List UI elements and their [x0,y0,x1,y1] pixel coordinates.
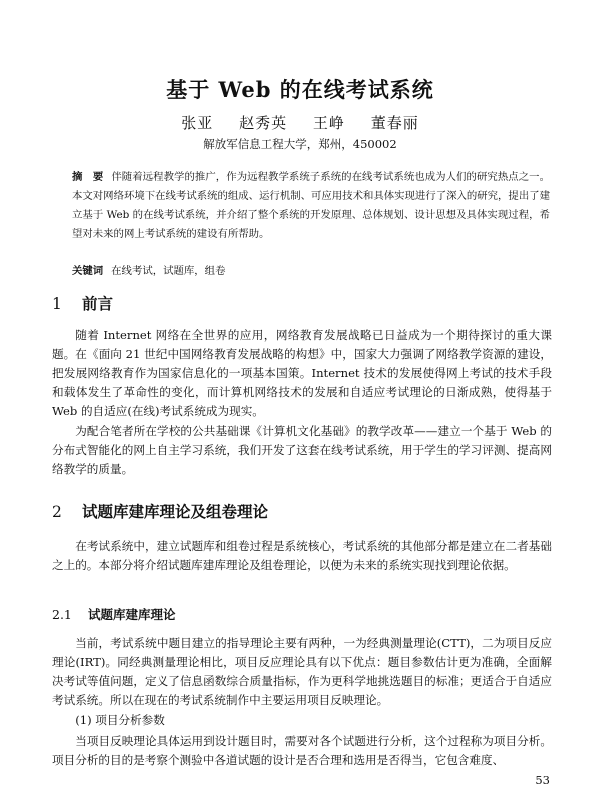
section-number: 1 [52,295,62,313]
page-number: 53 [535,773,550,787]
keywords [72,262,550,277]
paragraph: 为配合笔者所在学校的公共基础课《计算机文化基础》的教学改革——建立一个基于 Web 的分布式智能化的网上自主学习系统，我们开发了这套在线考试系统，用于学生的学习评测、提高网络教学的质量。 [52,424,552,476]
section-heading [52,500,268,522]
subsection-title: 试题库建库理论 [88,607,176,622]
section-title: 试题库建库理论及组卷理论 [82,502,269,521]
abstract-label: 摘 要 [72,171,104,183]
subsection-heading [52,605,176,623]
author-name: 董春丽 [370,114,419,132]
keywords-label: 关键词 [72,265,104,277]
section-number: 2 [52,503,62,521]
author-list [0,112,600,133]
affiliation: 解放军信息工程大学，郑州，450002 [203,137,397,151]
subsection-number: 2.1 [52,607,72,622]
paragraph: 当项目反映理论具体运用到设计题目时，需要对各个试题进行分析，这个过程称为项目分析。项目分析的目的是考察个测验中各道试题的设计是否合理和选用是否得当，它包含难度、 [52,734,552,767]
paragraph: 在考试系统中，建立试题库和组卷过程是系统核心，考试系统的其他部分都是建立在二者基础之上的。本部分将介绍试题库建库理论及组卷理论，以便为未来的系统实现找到理论依据。 [52,539,552,572]
author-name: 王峥 [312,114,345,132]
abstract [72,168,550,244]
sub-item-heading: (1) 项目分析参数 [75,713,165,727]
keywords-text: 在线考试，试题库，组卷 [111,265,226,277]
paper-title: 基于 Web 的在线考试系统 [166,77,434,102]
author-name: 赵秀英 [239,114,288,132]
author-name: 张亚 [181,114,214,132]
section-title: 前言 [82,294,114,313]
paragraph: 当前，考试系统中题目建立的指导理论主要有两种，一为经典测量理论(CTT)，二为项目反应理论(IRT)。同经典测量理论相比，项目反应理论具有以下优点：题目参数估计更为准确，全面解决考试等值问题，定义了信息函数综合质量指标，作为更科学地挑选题目的标准；更适合于自适应考试系统。所以在现在的考试系统制作中主要运用项目反映理论。 [52,636,552,707]
abstract-text: 伴随着远程教学的推广，作为远程教学系统子系统的在线考试系统也成为人们的研究热点之一。本文对网络环境下在线考试系统的组成、运行机制、可应用技术和具体实现进行了深入的研究，提出了建立基于 Web 的在线考试系统，并介绍了整个系统的开发原理、总体规划、设计思想及具体实现过程，希望对未来的网上考试系统的建设有所帮助。 [72,171,551,240]
paragraph: 随着 Internet 网络在全世界的应用，网络教育发展战略已日益成为一个期待探讨的重大课题。在《面向 21 世纪中国网络教育发展战略的构想》中，国家大力强调了网络教学资源的建设，把发展网络教育作为国家信息化的一项基本国策。Internet 技术的发展使得网上考试的技术手段和载体发生了革命性的变化，而计算机网络技术的发展和自适应考试理论的日渐成熟，使得基于 Web 的自适应(在线)考试系统成为现实。 [52,328,552,418]
section-heading [52,292,113,314]
